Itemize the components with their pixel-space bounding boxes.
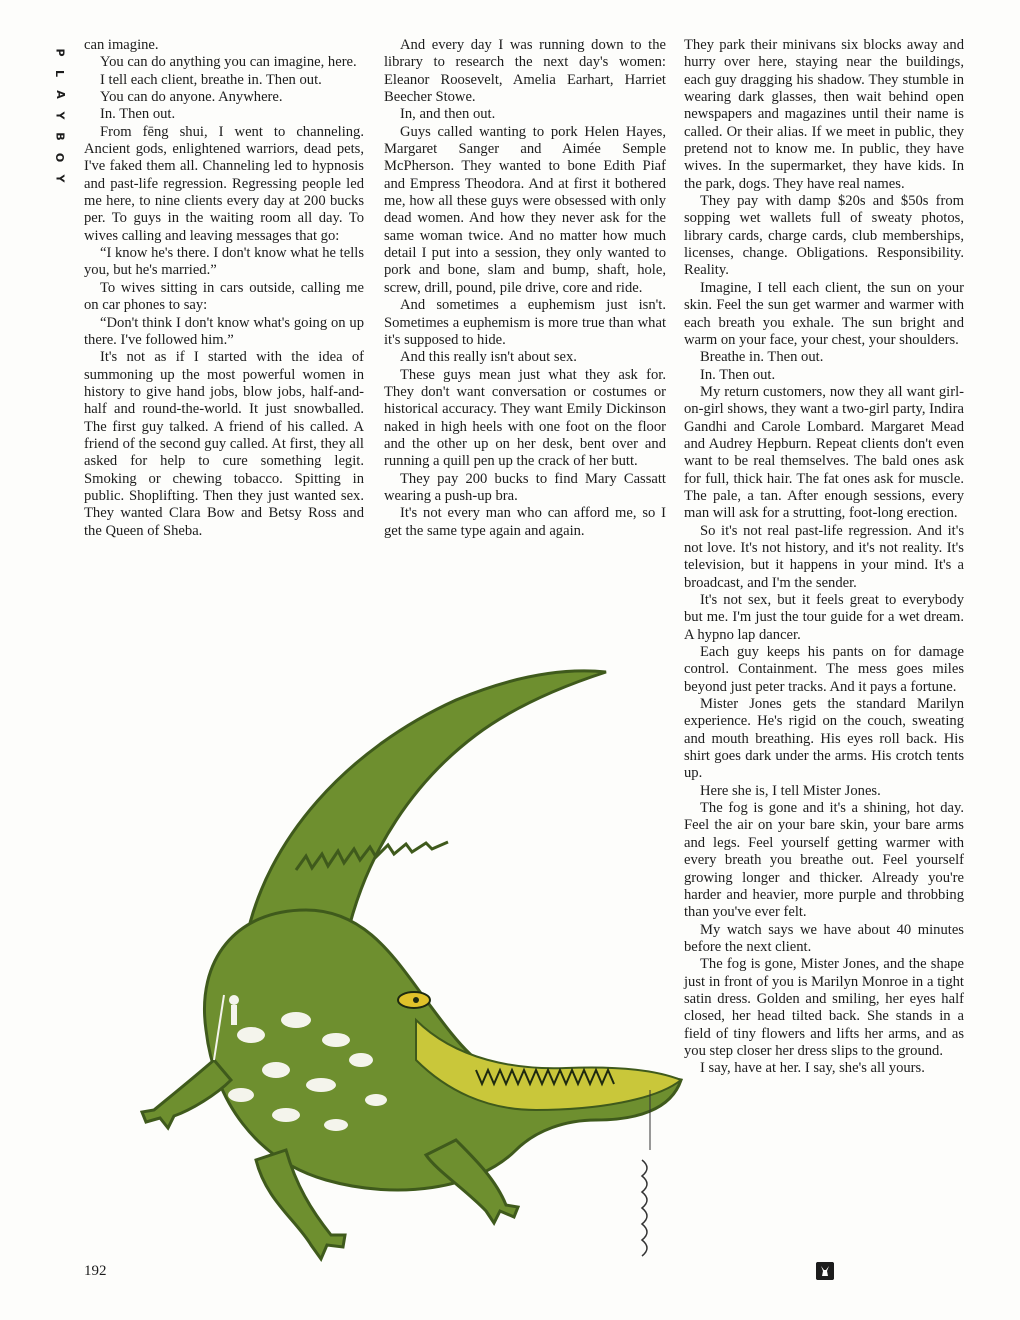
- paragraph: You can do anyone. Anywhere.: [100, 89, 283, 106]
- sidebar-letter: Y: [53, 111, 67, 120]
- paragraph: It's not as if I started with the idea of summoning up the most powerful women in history to give hand jobs, blow jobs, half-and-half and round-the-world. It just snowballed. The first guy talked. A friend of his called. A friend of the second guy called. At first, they all asked for help to cure something legit. Smoking or chewing tobacco. Spitting in public. Shoplifting. Then they just wanted sex. They wanted Clara Bow and Betsy Ross and the Queen of Sheba.: [84, 349, 364, 539]
- crocodile-hind-leg: [142, 1060, 231, 1128]
- sidebar-letter: O: [53, 152, 67, 163]
- paragraph: To wives sitting in cars outside, calling me on car phones to say:: [84, 279, 364, 314]
- paragraph: Mister Jones gets the standard Marilyn experience. He's rigid on the couch, sweating and mouth breathing. His eyes roll back. His shirt goes dark under the arms. His crotch tents up.: [684, 696, 964, 782]
- paragraph: “I know he's there. I don't know what he tells you, but he's married.”: [84, 245, 364, 279]
- paragraph: They pay 200 bucks to find Mary Cassatt wearing a push-up bra.: [384, 470, 666, 504]
- sidebar-letter: A: [53, 90, 67, 99]
- paragraph: In. Then out.: [100, 106, 176, 123]
- paragraph: The fog is gone and it's a shining, hot day. Feel the air on your bare skin, your bare arms and legs. Feel yourself getting warmer with every breath you breathe out. Feel yourself growing longer and thicker. Already you're harder and heavier, more purple and throbbing than you've ever felt.: [684, 800, 964, 921]
- sidebar-letter: B: [53, 132, 67, 141]
- paragraph: The fog is gone, Mister Jones, and the shape just in front of you is Marilyn Monroe in a tight satin dress. Golden and smiling, her eyes half closed, her head tilted back. She stands in a field of tiny flowers and lifts her arms, and as you step closer her dress slips to the ground.: [684, 956, 964, 1059]
- sidebar-letter: Y: [53, 174, 67, 183]
- paragraph: And sometimes a euphemism just isn't. Sometimes a euphemism is more true than what it's supposed to hide.: [384, 297, 666, 348]
- paragraph: They park their minivans six blocks away and hurry over here, staying near the buildings, each guy dragging his shadow. They stumble in wearing dark glasses, then wait behind open newspapers and magazines until their name is called. Or their alias. If we meet in public, they pretend not to know me. In public, they have wives. In the supermarket, they have kids. In the park, dogs. They have real names.: [684, 37, 964, 192]
- magazine-name-vertical: [52, 42, 68, 189]
- paragraph: So it's not real past-life regression. And it's not love. It's not history, and it's not reality. It's television, but it happens in your mind. It's a broadcast, and I'm the sender.: [684, 522, 964, 591]
- paragraph: My watch says we have about 40 minutes before the next client.: [684, 921, 964, 955]
- artist-signature: [630, 1090, 670, 1270]
- paragraph: Breathe in. Then out.: [700, 349, 824, 366]
- paragraph: I say, have at her. I say, she's all yours.: [700, 1060, 925, 1077]
- paragraph: “Don't think I don't know what's going on up there. I've followed him.”: [84, 314, 364, 348]
- crocodile-tail: [246, 671, 606, 940]
- paragraph: In, and then out.: [400, 106, 496, 123]
- paragraph: These guys mean just what they ask for. They don't want conversation or costumes or historical accuracy. They want Emily Dickinson naked in high heels with one foot on the floor and the other up on her desk, bent over and running a quill pen up the crack of her butt.: [384, 366, 666, 470]
- crocodile-illustration: [96, 640, 696, 1280]
- paragraph: My return customers, now they all want girl-on-girl shows, they want a two-girl party, Indira Gandhi and Carole Lombard. Margaret Mead and Audrey Hepburn. Repeat clients don't even want to be real themselves. The bald ones ask for full, thick hair. The fat ones ask for muscle. The pale, a tan. After enough sessions, every man will ask for a strutting, foot-long erection.: [684, 383, 964, 522]
- paragraph: It's not sex, but it feels great to everybody but me. I'm just the tour guide for a wet dream. A hypno lap dancer.: [684, 592, 964, 643]
- paragraph: It's not every man who can afford me, so I get the same type again and again.: [384, 505, 666, 539]
- paragraph: And this really isn't about sex.: [400, 349, 577, 366]
- paragraph: In. Then out.: [700, 366, 776, 383]
- text-column-2: [384, 37, 666, 540]
- text-column-1: [84, 37, 364, 540]
- page-number: 192: [84, 1263, 107, 1279]
- paragraph: They pay with damp $20s and $50s from sopping wet wallets full of sweaty photos, library cards, charge cards, club memberships, licenses, change. Obligations. Responsibility. Reality.: [684, 193, 964, 279]
- rabbit-head-end-mark-icon: [816, 1262, 834, 1280]
- paragraph: Guys called wanting to pork Helen Hayes, Margaret Sanger and Aimée Semple McPherson. They wanted to bone Edith Piaf and Empress Theodora. And at first it bothered me, how all these guys were obsessed with only dead women. And how they never ask for the same woman twice. And no matter how much detail I put into a session, they only wanted to pork and bone, slam and bump, shaft, hole, screw, drill, pound, pile drive, core and ride.: [384, 123, 666, 296]
- text-column-3: [684, 37, 964, 1078]
- paragraph: Imagine, I tell each client, the sun on your skin. Feel the sun get warmer and warmer with each breath you exhale. The sun bright and warm on your face, your chest, your shoulders.: [684, 279, 964, 348]
- paragraph: You can do anything you can imagine, here.: [100, 54, 357, 71]
- paragraph: Here she is, I tell Mister Jones.: [700, 782, 881, 799]
- paragraph: Each guy keeps his pants on for damage control. Containment. The mess goes miles beyond just peter tracks. And it pays a fortune.: [684, 644, 964, 695]
- paragraph: I tell each client, breathe in. Then out.: [100, 71, 322, 88]
- sidebar-letter: P: [53, 48, 67, 57]
- sidebar-letter: L: [53, 69, 67, 78]
- paragraph: And every day I was running down to the library to research the next day's women: Eleanor Roosevelt, Amelia Earhart, Harriet Beecher Stowe.: [384, 37, 666, 106]
- paragraph: From fēng shui, I went to channeling. Ancient gods, enlightened warriors, dead pets, I've faked them all. Channeling led to hypnosis and past-life regression. Regressing people led me here, to nine clients every day at 200 bucks per. To guys in the waiting room all day. To wives calling and leaving messages that go:: [84, 123, 364, 244]
- paragraph: can imagine.: [84, 37, 159, 53]
